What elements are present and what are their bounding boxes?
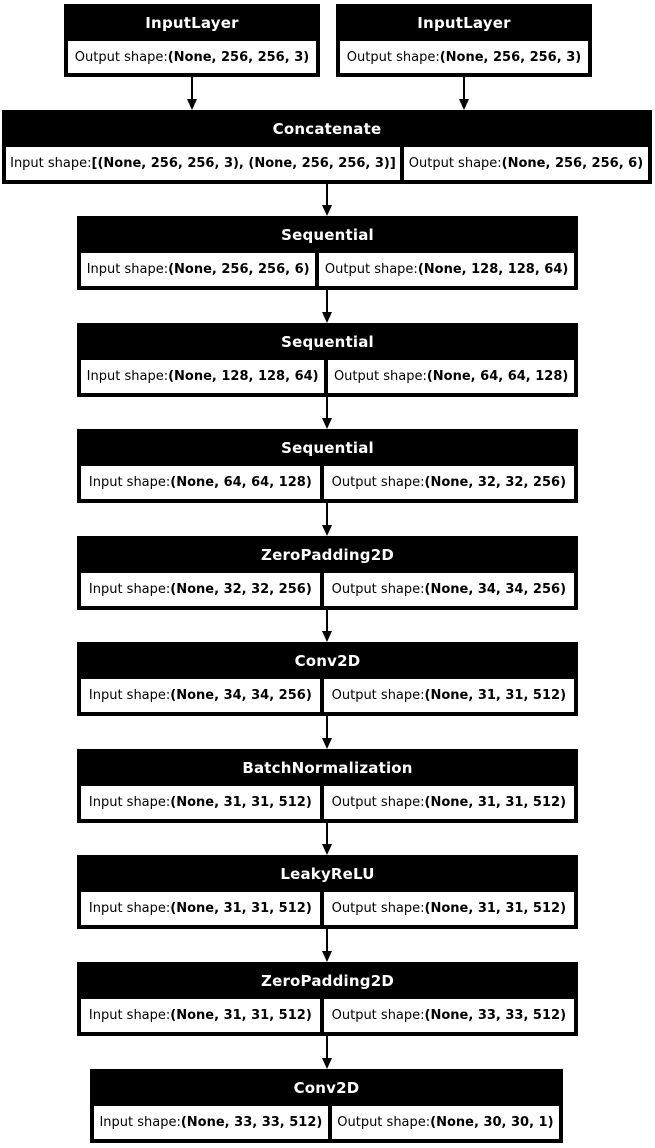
input-shape-label: Input shape:	[88, 901, 171, 916]
output-shape-value: (None, 256, 256, 3)	[167, 49, 310, 65]
input-shape-label: Input shape:	[99, 1115, 181, 1130]
output-shape-label: Output shape:	[346, 49, 440, 65]
output-shape-value: (None, 30, 30, 1)	[430, 1115, 554, 1130]
node-zeropadding2d-2	[77, 962, 578, 1036]
edge-arrow-sequential2-to-sequential3	[321, 397, 333, 429]
arrow-head-icon	[322, 418, 332, 429]
input-shape-value: (None, 31, 31, 512)	[170, 901, 312, 916]
input-shape-cell	[81, 999, 320, 1032]
input-shape-cell	[6, 147, 400, 180]
node-title: ZeroPadding2D	[261, 545, 394, 564]
output-shape-label: Output shape:	[333, 369, 427, 384]
output-shape-label: Output shape:	[337, 1115, 431, 1130]
input-shape-value: (None, 64, 64, 128)	[170, 475, 312, 490]
output-shape-label: Output shape:	[331, 795, 425, 810]
output-shape-cell	[324, 786, 574, 819]
output-shape-cell	[324, 573, 574, 606]
output-shape-value: (None, 31, 31, 512)	[424, 795, 567, 810]
output-shape-value: (None, 31, 31, 512)	[424, 688, 567, 703]
arrow-head-icon	[322, 844, 332, 855]
output-shape-label: Output shape:	[331, 475, 425, 490]
arrow-head-icon	[322, 951, 332, 962]
input-shape-value: (None, 32, 32, 256)	[170, 582, 312, 597]
node-inputlayer-left	[64, 4, 320, 77]
edge-arrow-sequential3-to-zeropadding1	[321, 503, 333, 536]
output-shape-label: Output shape:	[331, 688, 425, 703]
input-shape-value: (None, 256, 256, 6)	[168, 262, 310, 277]
output-shape-cell	[340, 41, 588, 73]
output-shape-label: Output shape:	[331, 582, 425, 597]
output-shape-cell	[68, 41, 316, 73]
output-shape-cell	[324, 892, 574, 925]
edge-arrow-batchnorm-to-leakyrelu	[321, 823, 333, 855]
input-shape-label: Input shape:	[86, 262, 169, 277]
arrow-head-icon	[187, 99, 197, 110]
input-shape-value: (None, 33, 33, 512)	[180, 1115, 323, 1130]
node-title: Concatenate	[272, 119, 382, 138]
input-shape-label: Input shape:	[88, 1008, 171, 1023]
node-concatenate	[2, 110, 652, 184]
node-conv2d-2	[90, 1069, 563, 1143]
output-shape-cell	[332, 1106, 559, 1139]
node-sequential-2	[77, 323, 578, 397]
output-shape-cell	[324, 679, 574, 712]
arrow-head-icon	[322, 1058, 332, 1069]
edge-arrow-leakyrelu-to-zeropadding2	[321, 929, 333, 962]
node-title: Sequential	[281, 332, 374, 351]
node-title: ZeroPadding2D	[261, 971, 394, 990]
input-shape-value: (None, 128, 128, 64)	[168, 369, 319, 384]
arrow-head-icon	[459, 99, 469, 110]
output-shape-label: Output shape:	[74, 49, 168, 65]
output-shape-label: Output shape:	[408, 156, 502, 171]
edge-arrow-sequential1-to-sequential2	[321, 290, 333, 323]
output-shape-cell	[324, 466, 574, 499]
node-title: Sequential	[281, 438, 374, 457]
output-shape-value: (None, 256, 256, 3)	[439, 49, 582, 65]
edge-arrow-conv1-to-batchnorm	[321, 716, 333, 749]
output-shape-cell	[319, 253, 574, 286]
node-title: Conv2D	[293, 1078, 360, 1097]
output-shape-cell	[324, 999, 574, 1032]
output-shape-label: Output shape:	[331, 1008, 425, 1023]
input-shape-value: [(None, 256, 256, 3), (None, 256, 256, 3)]	[91, 156, 396, 171]
input-shape-label: Input shape:	[88, 688, 171, 703]
arrow-head-icon	[322, 205, 332, 216]
input-shape-cell	[81, 573, 320, 606]
edge-arrow-zeropadding2-to-conv2	[321, 1036, 333, 1069]
input-shape-cell	[81, 466, 320, 499]
input-shape-cell	[81, 679, 320, 712]
edge-arrow-zeropadding1-to-conv1	[321, 610, 333, 642]
output-shape-value: (None, 128, 128, 64)	[417, 262, 569, 277]
output-shape-label: Output shape:	[331, 901, 425, 916]
edge-arrow-input-right-to-concatenate	[458, 77, 470, 110]
node-leakyrelu	[77, 855, 578, 929]
edge-arrow-concatenate-to-sequential1	[321, 184, 333, 216]
input-shape-value: (None, 31, 31, 512)	[170, 1008, 312, 1023]
arrow-head-icon	[322, 738, 332, 749]
node-conv2d-1	[77, 642, 578, 716]
node-title: InputLayer	[417, 13, 511, 32]
output-shape-label: Output shape:	[324, 262, 418, 277]
node-zeropadding2d-1	[77, 536, 578, 610]
node-batchnormalization	[77, 749, 578, 823]
input-shape-label: Input shape:	[88, 582, 171, 597]
input-shape-label: Input shape:	[88, 795, 171, 810]
output-shape-value: (None, 64, 64, 128)	[426, 369, 569, 384]
edge-arrow-input-left-to-concatenate	[186, 77, 198, 110]
output-shape-value: (None, 256, 256, 6)	[501, 156, 644, 171]
output-shape-cell	[404, 147, 648, 180]
input-shape-cell	[81, 786, 320, 819]
input-shape-cell	[81, 360, 324, 393]
output-shape-value: (None, 32, 32, 256)	[424, 475, 567, 490]
output-shape-value: (None, 31, 31, 512)	[424, 901, 567, 916]
arrow-head-icon	[322, 525, 332, 536]
node-inputlayer-right	[336, 4, 592, 77]
input-shape-cell	[94, 1106, 328, 1139]
output-shape-cell	[328, 360, 574, 393]
input-shape-cell	[81, 253, 315, 286]
node-title: InputLayer	[145, 13, 239, 32]
output-shape-value: (None, 33, 33, 512)	[424, 1008, 567, 1023]
arrow-head-icon	[322, 631, 332, 642]
output-shape-value: (None, 34, 34, 256)	[424, 582, 567, 597]
input-shape-label: Input shape:	[86, 369, 169, 384]
arrow-head-icon	[322, 312, 332, 323]
input-shape-label: Input shape:	[88, 475, 171, 490]
input-shape-label: Input shape:	[10, 156, 92, 171]
input-shape-cell	[81, 892, 320, 925]
node-title: Sequential	[281, 225, 374, 244]
node-title: LeakyReLU	[280, 864, 375, 883]
node-sequential-1	[77, 216, 578, 290]
input-shape-value: (None, 34, 34, 256)	[170, 688, 312, 703]
node-title: BatchNormalization	[242, 758, 413, 777]
node-title: Conv2D	[294, 651, 361, 670]
node-sequential-3	[77, 429, 578, 503]
input-shape-value: (None, 31, 31, 512)	[170, 795, 312, 810]
